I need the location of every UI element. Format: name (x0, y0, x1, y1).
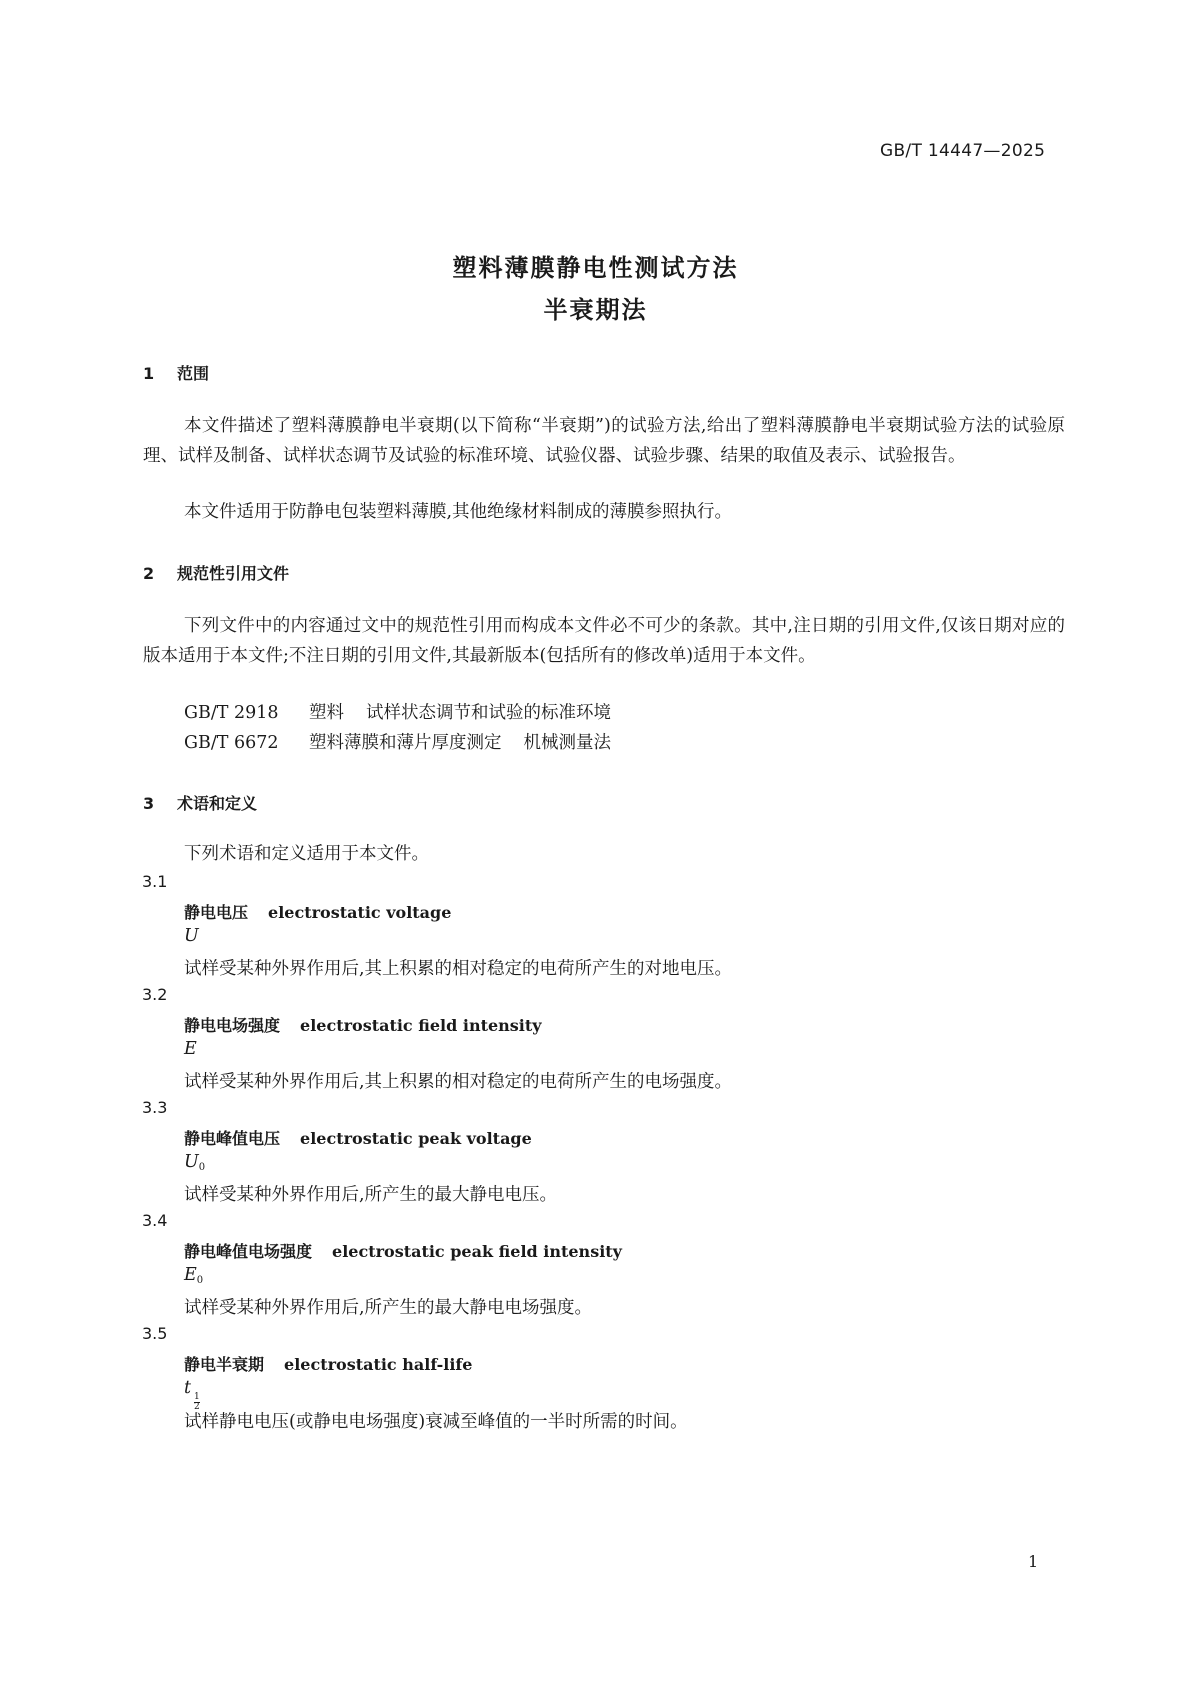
term-symbol (184, 1378, 200, 1412)
symbol-letter: U (184, 1152, 199, 1172)
term-number: 3.1 (142, 872, 168, 891)
term-zh: 静电峰值电场强度 (184, 1242, 313, 1261)
page-number: 1 (1028, 1552, 1039, 1571)
term-en: electrostatic half-life (284, 1355, 473, 1374)
section-title: 术语和定义 (177, 794, 258, 813)
term-symbol (184, 1039, 197, 1059)
term-zh: 静电电压 (184, 903, 249, 922)
symbol-letter: U (184, 926, 199, 946)
term-zh: 静电峰值电压 (184, 1129, 281, 1148)
term-symbol (184, 1265, 203, 1286)
document-subtitle: 半衰期法 (543, 296, 648, 324)
term-heading (184, 1126, 532, 1149)
term-heading (184, 1013, 542, 1036)
term-symbol (184, 926, 199, 946)
section-number: 3 (143, 794, 155, 813)
section-3-heading (143, 791, 257, 814)
section-1-heading (143, 361, 209, 384)
symbol-subscript: 0 (196, 1275, 204, 1286)
term-en: electrostatic peak field intensity (332, 1242, 622, 1261)
term-number: 3.2 (142, 985, 168, 1004)
term-heading (184, 1352, 472, 1375)
term-definition: 试样受某种外界作用后,所产生的最大静电电场强度。 (184, 1298, 593, 1318)
term-en: electrostatic field intensity (300, 1016, 542, 1035)
symbol-subscript: 0 (198, 1162, 206, 1173)
term-symbol (184, 1152, 205, 1173)
reference-title: 塑料薄膜和薄片厚度测定 (309, 733, 502, 753)
reference-code: GB/T 6672 (184, 733, 279, 753)
term-definition: 试样受某种外界作用后,其上积累的相对稳定的电荷所产生的电场强度。 (184, 1072, 733, 1092)
document-title: 塑料薄膜静电性测试方法 (452, 254, 739, 282)
term-heading (184, 1239, 622, 1262)
term-heading (184, 900, 451, 923)
symbol-letter: t (184, 1378, 192, 1398)
term-zh: 静电电场强度 (184, 1016, 281, 1035)
section-1-paragraph-2: 本文件适用于防静电包装塑料薄膜,其他绝缘材料制成的薄膜参照执行。 (184, 502, 733, 522)
section-number: 2 (143, 564, 155, 583)
normative-reference (184, 699, 611, 724)
term-definition: 试样受某种外界作用后,所产生的最大静电电压。 (184, 1185, 558, 1205)
term-zh: 静电半衰期 (184, 1355, 265, 1374)
section-title: 范围 (177, 364, 210, 383)
standard-number: GB/T 14447—2025 (880, 141, 1046, 161)
term-definition: 试样受某种外界作用后,其上积累的相对稳定的电荷所产生的对地电压。 (184, 959, 733, 979)
reference-code: GB/T 2918 (184, 703, 279, 723)
section-3-intro: 下列术语和定义适用于本文件。 (184, 844, 429, 864)
term-number: 3.5 (142, 1324, 168, 1343)
reference-title: 塑料 (309, 703, 344, 723)
symbol-letter: E (184, 1039, 197, 1059)
section-2-heading (143, 561, 289, 584)
section-number: 1 (143, 364, 155, 383)
reference-title: 试样状态调节和试验的标准环境 (366, 703, 611, 723)
normative-reference (184, 729, 611, 754)
term-en: electrostatic voltage (268, 903, 452, 922)
reference-title: 机械测量法 (523, 733, 611, 753)
section-2-paragraph-1: 下列文件中的内容通过文中的规范性引用而构成本文件必不可少的条款。其中,注日期的引用文件,仅该日期对应的版本适用于本文件;不注日期的引用文件,其最新版本(包括所有的修改单)适用于本文件。 (143, 616, 1065, 666)
term-number: 3.4 (142, 1211, 168, 1230)
section-1-paragraph-1: 本文件描述了塑料薄膜静电半衰期(以下简称“半衰期”)的试验方法,给出了塑料薄膜静电半衰期试验方法的试验原理、试样及制备、试样状态调节及试验的标准环境、试验仪器、试验步骤、结果的取值及表示、试验报告。 (143, 416, 1065, 466)
term-number: 3.3 (142, 1098, 168, 1117)
symbol-letter: E (184, 1265, 197, 1285)
section-title: 规范性引用文件 (177, 564, 290, 583)
term-definition: 试样静电电压(或静电电场强度)衰减至峰值的一半时所需的时间。 (184, 1412, 688, 1432)
term-en: electrostatic peak voltage (300, 1129, 532, 1148)
symbol-fraction: $\frac{1}{2}$ (194, 1392, 200, 1412)
